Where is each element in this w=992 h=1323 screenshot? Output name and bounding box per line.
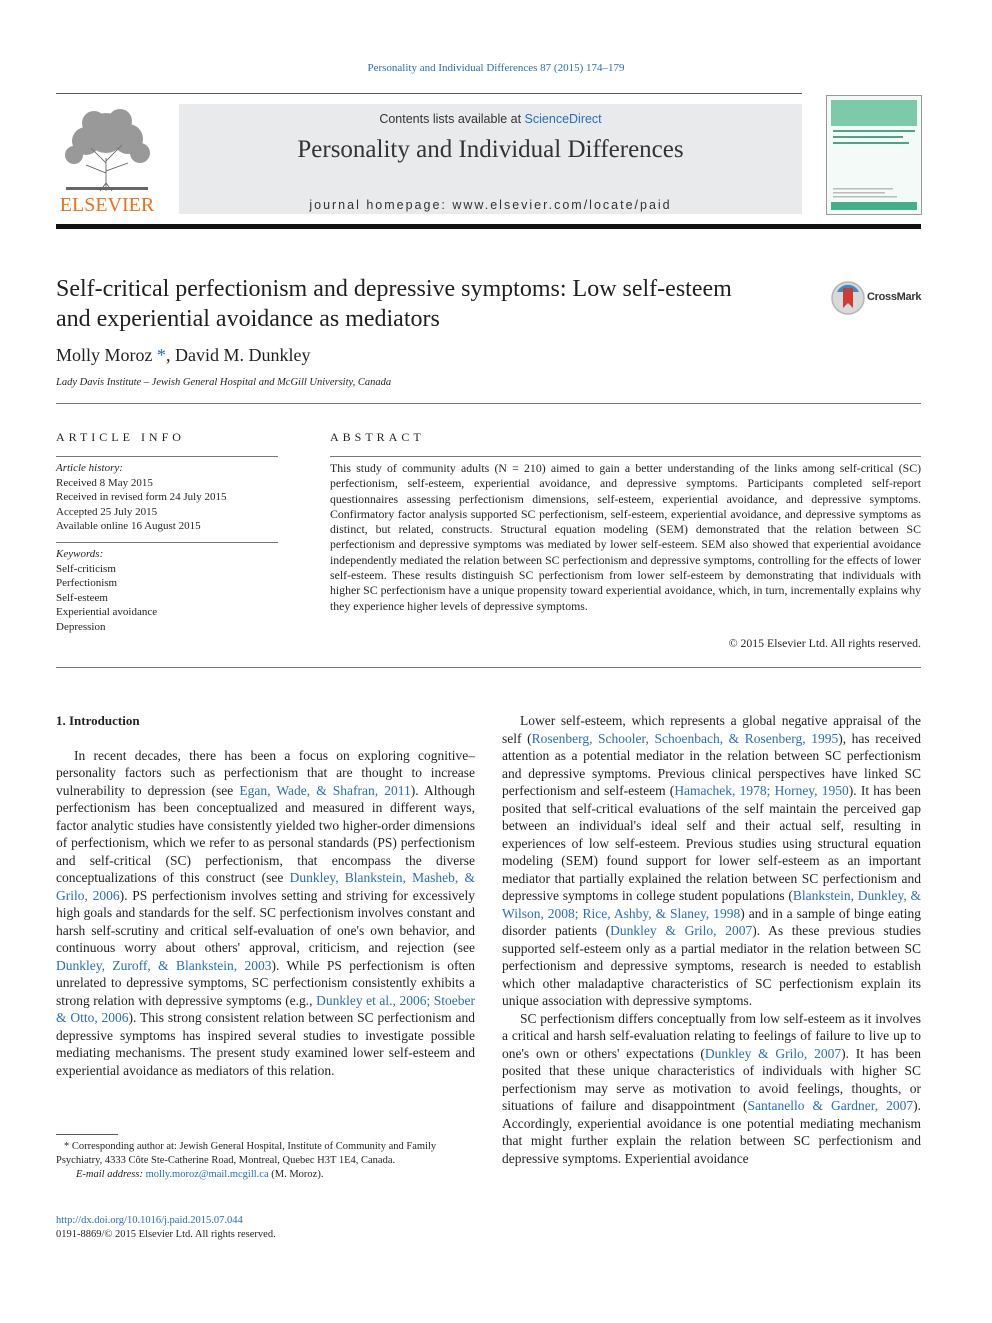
abstract-rule: [330, 456, 921, 457]
history-item: Received in revised form 24 July 2015: [56, 491, 227, 503]
article-identifiers: [56, 1214, 475, 1242]
history-label: Article history:: [56, 462, 123, 474]
title-line-2: and experiential avoidance as mediators: [56, 306, 440, 332]
reference-link[interactable]: Dunkley, Blankstein, Masheb, & Grilo, 2006: [56, 870, 475, 903]
author-name[interactable]: Molly Moroz: [56, 345, 153, 365]
article-info-rule: [56, 456, 278, 457]
intro-paragraph: Lower self-esteem, which represents a global negative appraisal of the self (Rosenberg, Schooler, Schoenbach, & Rosenberg, 1995), has received attention as a potential mediator in the relation between SC perfectionism and depressive symptoms. Previous clinical perspectives have linked SC perfectionism and self-esteem (Hamachek, 1978; Horney, 1950). It has been posited that self-critical evaluations of the self maintain the perceived gap between an individual's ideal self and their actual self, resulting in experiences of low self-esteem. Previous studies using structural equation modeling (SEM) found support for lower self-esteem as an important mediator that partially explained the relation between SC perfectionism and depressive symptoms in college student populations (Blankstein, Dunkley, & Wilson, 2008; Rice, Ashby, & Slaney, 1998) and in a sample of binge eating disorder patients (Dunkley & Grilo, 2007). As these previous studies supported self-esteem only as a partial mediator in the relation between SC perfectionism and depressive symptoms, research is needed to establish which other maladaptive characteristics of SC perfectionism explain its unique association with depressive symptoms.: [502, 713, 921, 1008]
footnote-rule: [56, 1134, 118, 1135]
reference-link[interactable]: Egan, Wade, & Shafran, 2011: [239, 782, 411, 798]
header-thick-rule: [56, 224, 921, 229]
body-rule: [56, 667, 921, 668]
corresponding-author-note: Corresponding author at: Jewish General Hospital, Institute of Community and Family Psychiatry, 4333 Côte Ste-Catherine Road, Montreal, Quebec H3T 1E4, Canada.: [56, 1141, 437, 1166]
contents-line: [179, 112, 802, 126]
affiliation: Lady Davis Institute – Jewish General Hospital and McGill University, Canada: [56, 377, 392, 388]
history-item: Available online 16 August 2015: [56, 520, 201, 532]
journal-title: Personality and Individual Differences: [297, 136, 684, 163]
keyword: Experiential avoidance: [56, 606, 158, 618]
footnote-mark: *: [64, 1141, 70, 1152]
abstract-text: This study of community adults (N = 210) aimed to gain a better understanding of the links among self-critical (SC) perfectionism, self-esteem, experiential avoidance, and depressive symptoms. Participants completed self-report questionnaires assessing perfectionism dimensions, self-esteem, experiential avoidance, and depressive symptoms. Confirmatory factor analysis supported SC perfectionism, self-esteem, experiential avoidance, and depressive symptoms as distinct, but related, constructs. Structural equation modeling (SEM) demonstrated that the relation between SC perfectionism and depressive symptoms was mediated by lower self-esteem. SEM also showed that experiential avoidance independently mediated the relation between SC perfectionism and depressive symptoms, controlling for the effects of lower self-esteem. These results distinguish SC perfectionism from lower self-esteem by demonstrating that individuals with higher SC perfectionism have a unique propensity toward experiential avoidance, which, in turn, incrementally explains why they experience higher levels of depressive symptoms.: [330, 461, 921, 613]
section-rule: [56, 403, 921, 404]
reference-link[interactable]: Blankstein, Dunkley, & Wilson, 2008; Rice, Ashby, & Slaney, 1998: [502, 888, 921, 921]
elsevier-logo: [56, 103, 158, 215]
keywords-list: [56, 547, 278, 634]
elsevier-tree-icon: [56, 103, 158, 215]
crossmark-label: CrossMark: [867, 291, 922, 303]
author-list: [56, 345, 310, 366]
intro-paragraph: SC perfectionism differs conceptually from low self-esteem as it involves a critical and harsh self-evaluation relating to feelings of failure to live up to one's own or others' expectations (Dunkley & Grilo, 2007). It has been posited that these unique characteristics of individuals with higher SC perfectionism may serve as motivation to avoid feelings, thoughts, or situations of failure and disappointment (Santanello & Gardner, 2007). Accordingly, experiential avoidance is one potential mediating mechanism that might further explain the relation between SC perfectionism and depressive symptoms. Experiential avoidance: [502, 1010, 921, 1166]
abstract-heading: ABSTRACT: [330, 430, 425, 444]
elsevier-wordmark: ELSEVIER: [59, 194, 155, 215]
crossmark-icon: [830, 280, 866, 316]
history-item: Received 8 May 2015: [56, 476, 153, 489]
header-rule: [56, 93, 802, 94]
article-history: [56, 461, 278, 534]
intro-paragraph: In recent decades, there has been a focus on exploring cognitive–personality factors such as perfectionism that are thought to increase vulnerability to depression (see Egan, Wade, & Shafran, 2011). Although perfectionism has been conceptualized and measured in different ways, factor analytic studies have consistently yielded two higher-order dimensions of perfectionism, which we refer to as personal standards (PS) perfectionism and self-critical (SC) perfectionism, that encompass the diverse conceptualizations of this construct (see Dunkley, Blankstein, Masheb, & Grilo, 2006). PS perfectionism involves setting and striving for excessively high goals and standards for the self. SC perfectionism involves constant and harsh self-scrutiny and critical self-evaluation of one's own behavior, and continuous worry about others' approval, criticism, and rejection (see Dunkley, Zuroff, & Blankstein, 2003). While PS perfectionism is often unrelated to depressive symptoms, SC perfectionism consistently exhibits a strong relation with depressive symptoms (e.g., Dunkley et al., 2006; Stoeber & Otto, 2006). This strong consistent relation between SC perfectionism and depressive symptoms has inspired several studies to investigate possible mediating mechanisms. The present study examined lower self-esteem and experiential avoidance as mediators of this relation.: [56, 747, 476, 1078]
journal-citation[interactable]: Personality and Individual Differences 87 (2015) 174–179: [367, 62, 625, 74]
keywords-label: Keywords:: [56, 548, 104, 560]
keyword: Self-esteem: [56, 591, 108, 604]
corresponding-author-mark[interactable]: *: [157, 345, 166, 365]
reference-link[interactable]: Dunkley & Grilo, 2007: [704, 1045, 842, 1061]
keyword: Depression: [56, 620, 106, 633]
journal-banner: [179, 104, 802, 214]
email-label: E-mail address:: [76, 1169, 146, 1180]
history-item: Accepted 25 July 2015: [56, 505, 158, 518]
abstract-copyright: © 2015 Elsevier Ltd. All rights reserved.: [728, 636, 921, 650]
reference-link[interactable]: Hamachek, 1978; Horney, 1950: [674, 783, 849, 798]
keyword: Self-criticism: [56, 562, 116, 575]
section-heading: 1. Introduction: [56, 713, 140, 728]
journal-cover-thumbnail[interactable]: [826, 95, 922, 215]
reference-link[interactable]: Dunkley, Zuroff, & Blankstein, 2003: [56, 957, 272, 973]
contents-prefix: Contents lists available at: [379, 112, 525, 126]
footnote: * Corresponding author at: Jewish General Hospital, Institute of Community and Family Psychiatry, 4333 Côte Ste-Catherine Road, Montreal, Quebec H3T 1E4, Canada. E-mail address: molly.moroz@mail.mcgill.ca (M. Moroz).: [56, 1141, 437, 1180]
author-separator: ,: [166, 345, 175, 365]
keyword: Perfectionism: [56, 577, 118, 589]
cover-image-icon: [827, 96, 921, 214]
journal-homepage[interactable]: journal homepage: www.elsevier.com/locate/paid: [309, 198, 672, 212]
left-column: [56, 712, 475, 1079]
reference-link[interactable]: Dunkley & Grilo, 2007: [610, 923, 753, 938]
keywords-rule: [56, 542, 278, 543]
article-info-heading: ARTICLE INFO: [56, 430, 185, 444]
right-column: [502, 712, 921, 1167]
reference-link[interactable]: Dunkley et al., 2006; Stoeber & Otto, 2006: [56, 992, 476, 1025]
doi-link[interactable]: http://dx.doi.org/10.1016/j.paid.2015.07.044: [56, 1215, 243, 1226]
title-line-1: Self-critical perfectionism and depressive symptoms: Low self-esteem: [56, 276, 732, 302]
email-link[interactable]: molly.moroz@mail.mcgill.ca: [145, 1169, 269, 1180]
sciencedirect-link[interactable]: ScienceDirect: [524, 112, 602, 126]
reference-link[interactable]: Rosenberg, Schooler, Schoenbach, & Rosenberg, 1995: [531, 730, 839, 746]
reference-link[interactable]: Santanello & Gardner, 2007: [747, 1098, 914, 1113]
issn-copyright: 0191-8869/© 2015 Elsevier Ltd. All rights reserved.: [56, 1229, 276, 1240]
article-title: [56, 274, 776, 334]
author-name[interactable]: David M. Dunkley: [175, 345, 311, 365]
